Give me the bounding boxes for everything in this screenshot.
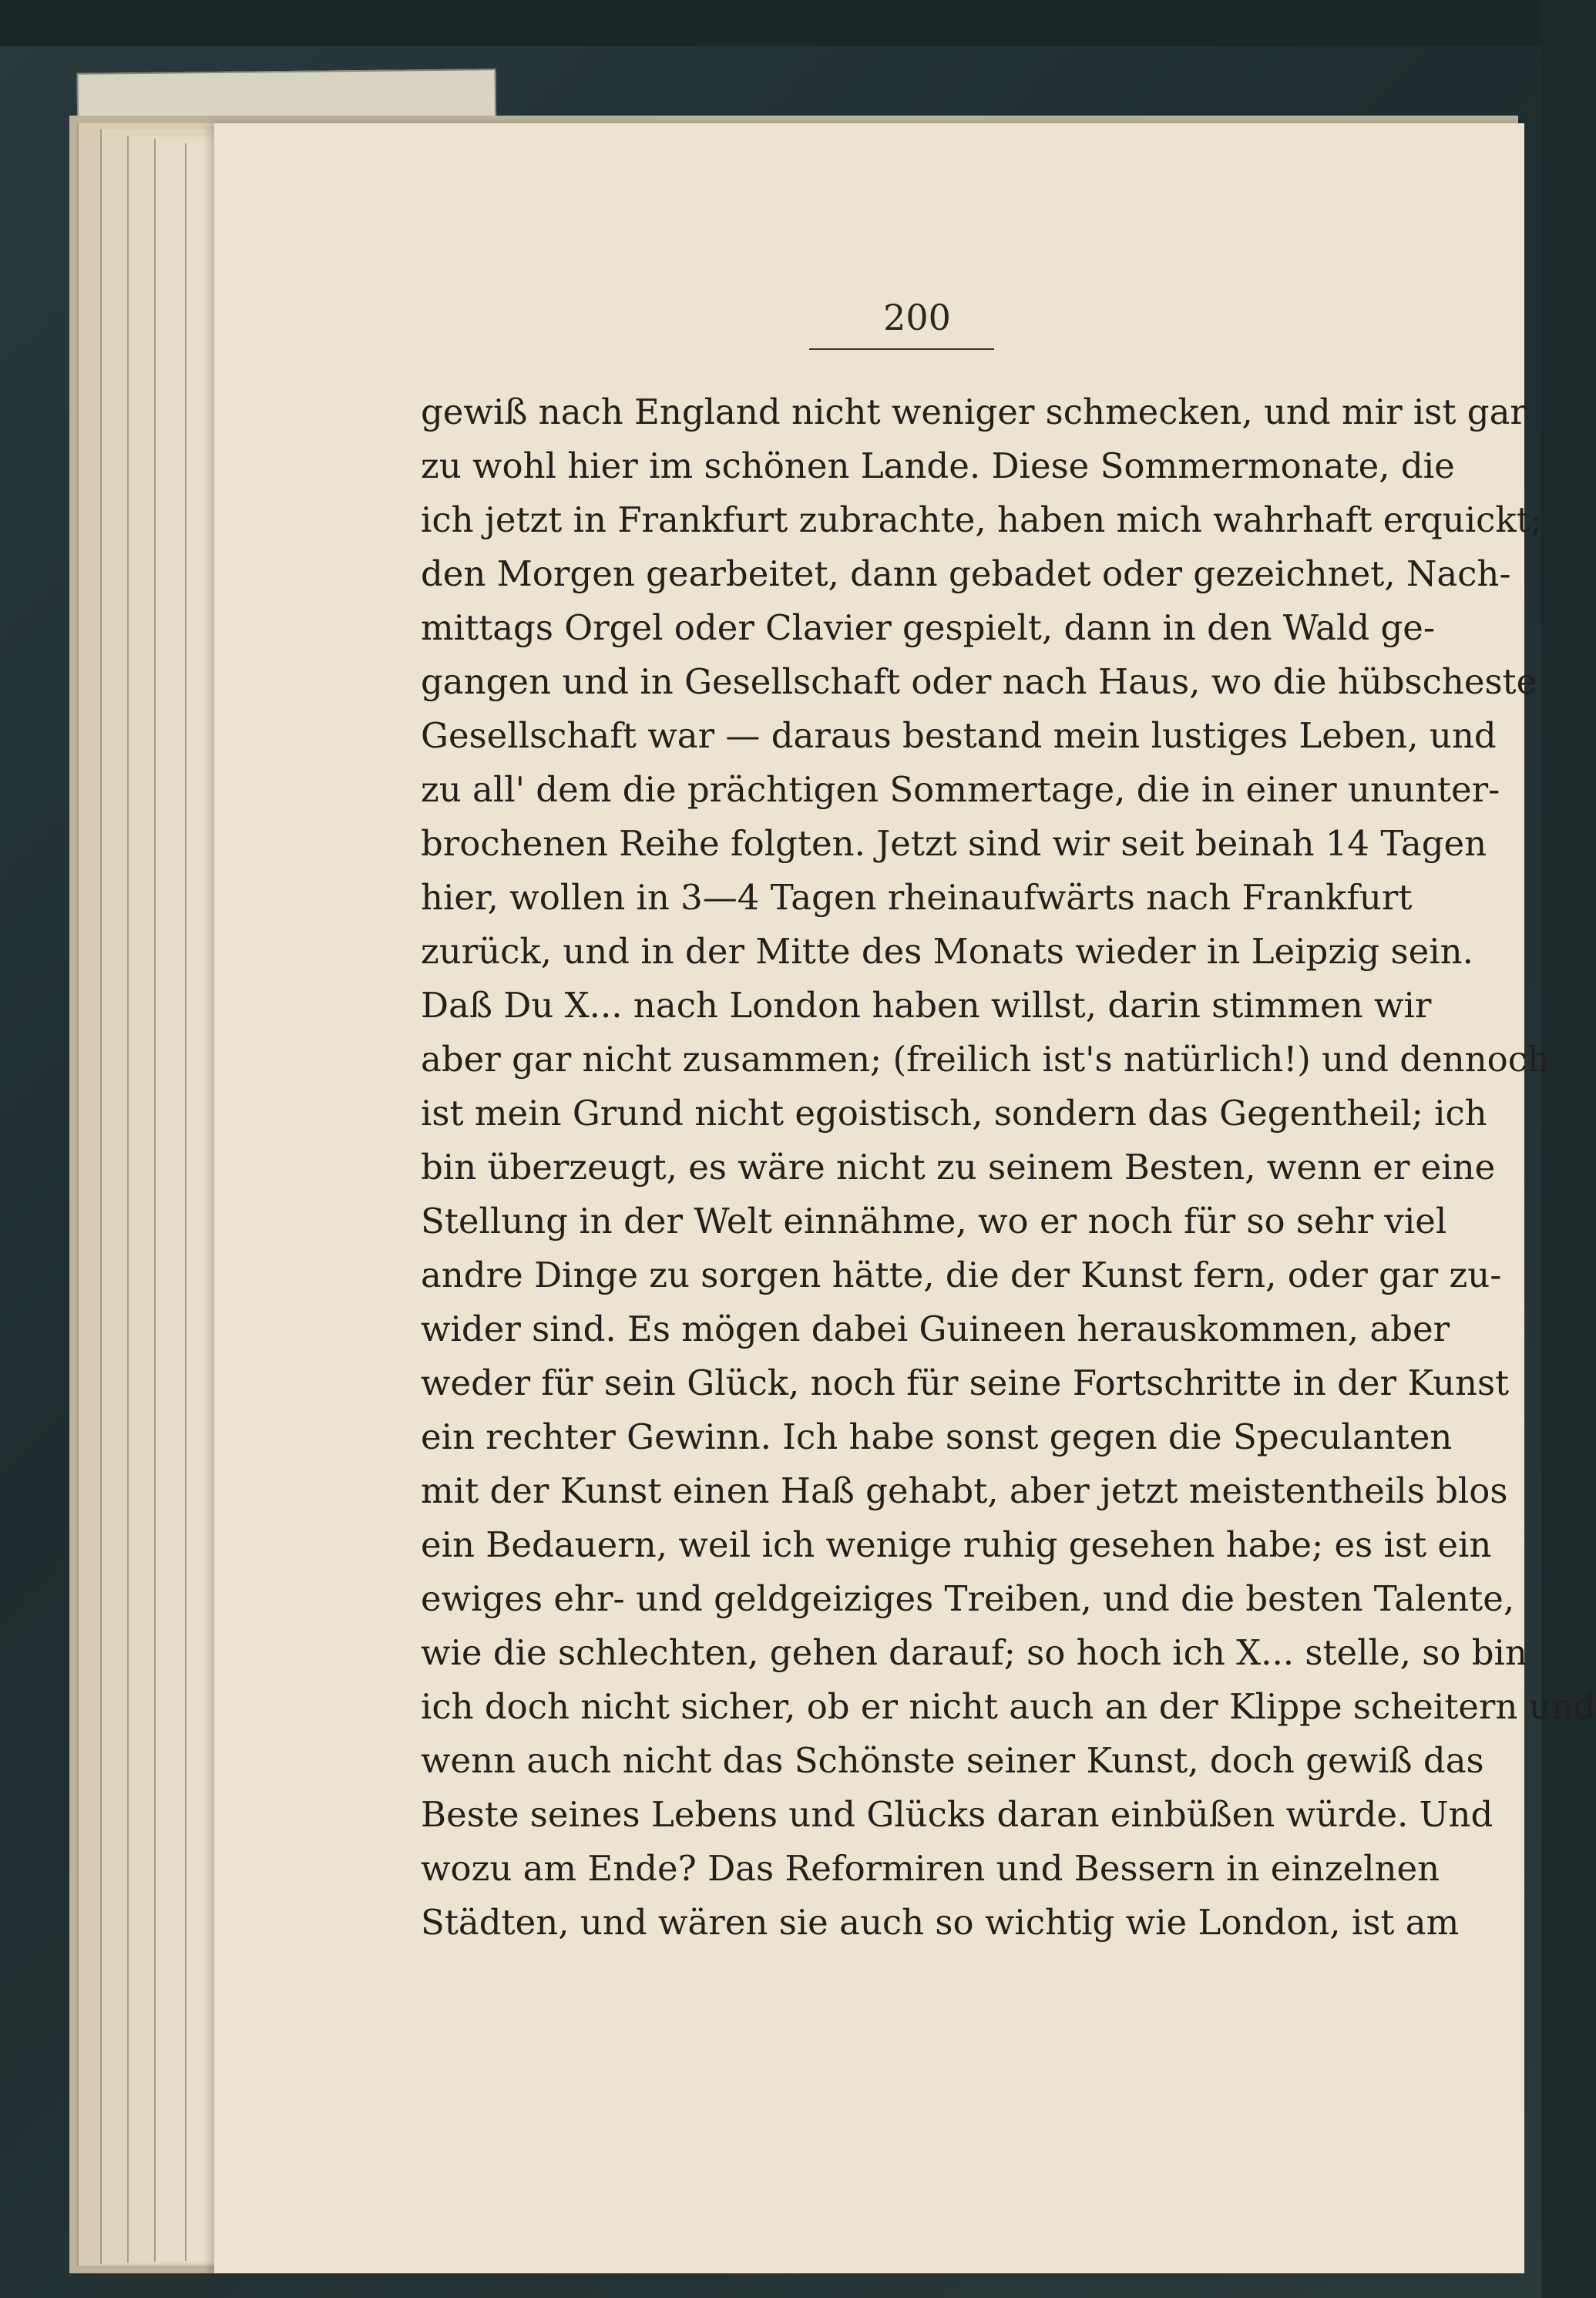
text-line: hier, wollen in 3—4 Tagen rheinaufwärts nach Frankfurt bbox=[421, 877, 1413, 918]
text-line: Beste seines Lebens und Glücks daran einbüßen würde. Und bbox=[421, 1794, 1494, 1835]
text-line: andre Dinge zu sorgen hätte, die der Kunst fern, oder gar zu- bbox=[421, 1255, 1502, 1295]
text-line: ewiges ehr- und geldgeiziges Treiben, und die besten Talente, bbox=[421, 1578, 1515, 1619]
text-line: Stellung in der Welt einnähme, wo er noch für so sehr viel bbox=[421, 1201, 1447, 1241]
header-rule bbox=[809, 348, 994, 350]
text-line: ein Bedauern, weil ich wenige ruhig gesehen habe; es ist ein bbox=[421, 1524, 1492, 1565]
text-line: Städten, und wären sie auch so wichtig wie London, ist am bbox=[421, 1902, 1460, 1943]
text-line: brochenen Reihe folgten. Jetzt sind wir seit beinah 14 Tagen bbox=[421, 823, 1487, 864]
text-line: Gesellschaft war — daraus bestand mein lustiges Leben, und bbox=[421, 715, 1497, 756]
text-line: gewiß nach England nicht weniger schmecken, und mir ist gar bbox=[421, 391, 1527, 432]
text-line: mittags Orgel oder Clavier gespielt, dann in den Wald ge- bbox=[421, 607, 1436, 648]
text-line: zurück, und in der Mitte des Monats wieder in Leipzig sein. bbox=[421, 931, 1473, 972]
page-number: 200 bbox=[883, 297, 951, 338]
text-line: ist mein Grund nicht egoistisch, sondern das Gegentheil; ich bbox=[421, 1093, 1487, 1134]
text-line: mit der Kunst einen Haß gehabt, aber jetzt meistentheils blos bbox=[421, 1470, 1508, 1511]
text-line: bin überzeugt, es wäre nicht zu seinem Besten, wenn er eine bbox=[421, 1147, 1496, 1188]
text-line: ich jetzt in Frankfurt zubrachte, haben mich wahrhaft erquickt; bbox=[421, 499, 1542, 540]
text-line: gangen und in Gesellschaft oder nach Haus, wo die hübscheste bbox=[421, 661, 1537, 702]
text-line: ein rechter Gewinn. Ich habe sonst gegen die Speculanten bbox=[421, 1416, 1453, 1457]
text-line: zu all' dem die prächtigen Sommertage, die in einer ununter- bbox=[421, 769, 1500, 810]
text-line: wozu am Ende? Das Reformiren und Bessern in einzelnen bbox=[421, 1848, 1440, 1889]
text-line: ich doch nicht sicher, ob er nicht auch an der Klippe scheitern und bbox=[421, 1686, 1596, 1727]
text-line: wenn auch nicht das Schönste seiner Kunst, doch gewiß das bbox=[421, 1740, 1484, 1781]
text-line: zu wohl hier im schönen Lande. Diese Sommermonate, die bbox=[421, 445, 1455, 486]
text-line: Daß Du X... nach London haben willst, darin stimmen wir bbox=[421, 985, 1432, 1026]
cover-edge bbox=[0, 0, 1541, 46]
text-line: aber gar nicht zusammen; (freilich ist's natürlich!) und dennoch bbox=[421, 1039, 1550, 1080]
text-line: wie die schlechten, gehen darauf; so hoch ich X... stelle, so bin bbox=[421, 1632, 1527, 1673]
page-body bbox=[421, 385, 1596, 1950]
text-line: wider sind. Es mögen dabei Guineen herauskommen, aber bbox=[421, 1309, 1450, 1349]
text-line: weder für sein Glück, noch für seine Fortschritte in der Kunst bbox=[421, 1362, 1510, 1403]
text-line: den Morgen gearbeitet, dann gebadet oder gezeichnet, Nach- bbox=[421, 553, 1511, 594]
